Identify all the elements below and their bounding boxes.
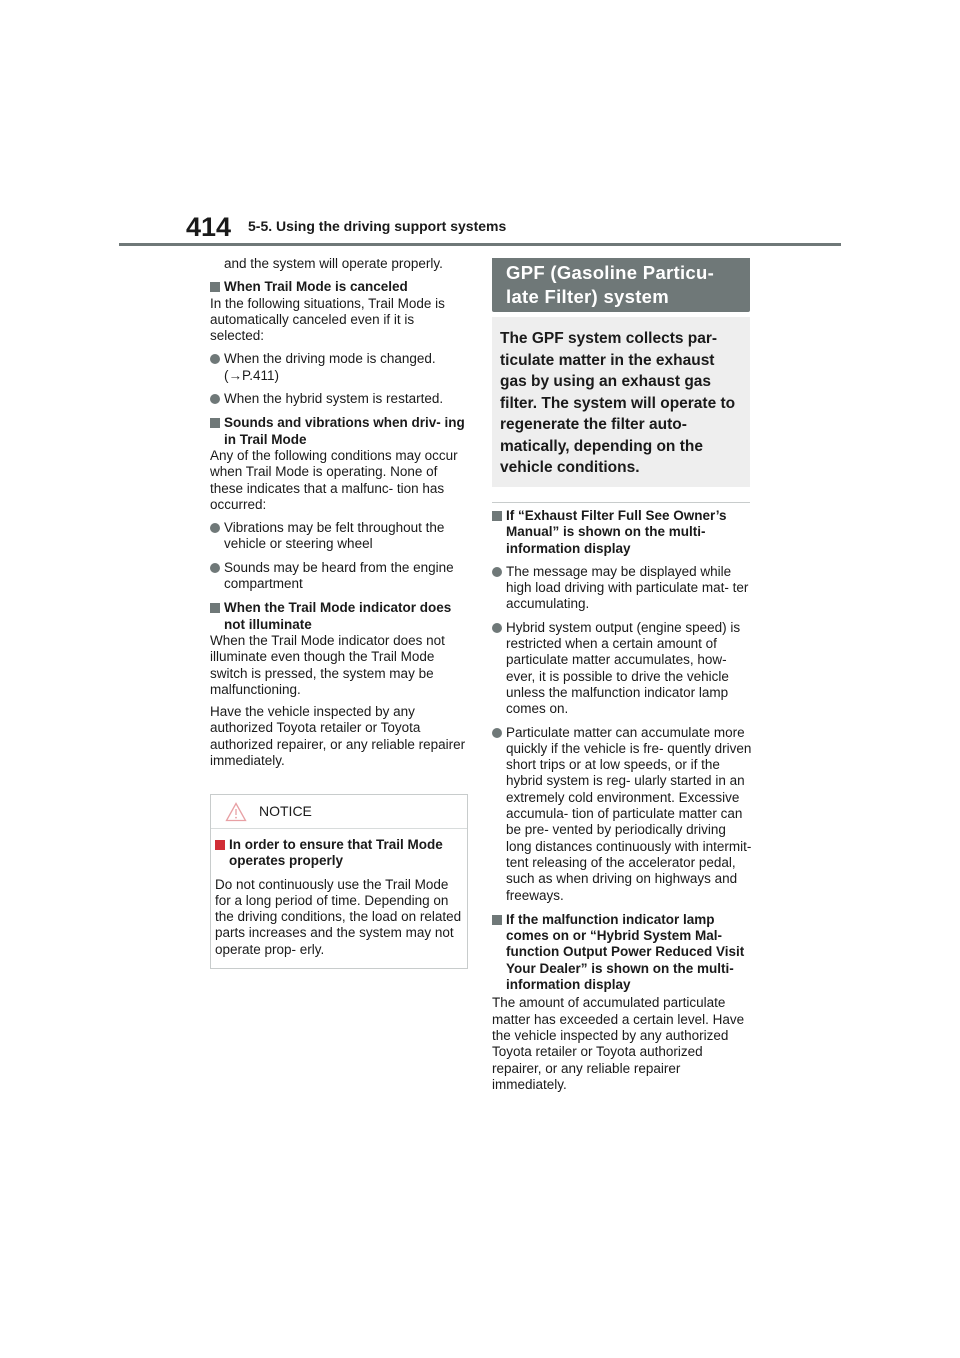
round-bullet-icon <box>210 523 220 533</box>
square-bullet-icon <box>215 840 225 850</box>
round-bullet-icon <box>210 354 220 364</box>
heading-text: When Trail Mode is canceled <box>224 279 408 295</box>
list-item <box>210 391 468 407</box>
list-item-text: Vibrations may be felt throughout the vehicle or steering wheel <box>224 520 445 552</box>
section-heading-sounds-vibrations <box>210 415 468 448</box>
round-bullet-icon <box>210 394 220 404</box>
right-column <box>492 508 752 1093</box>
notice-text: Do not continuously use the Trail Mode for a long period of time. Depending on the driving conditions, the load on related parts increases and the system may not operate prop- erly. <box>215 876 462 957</box>
list-item <box>492 725 752 904</box>
notice-header <box>211 795 467 829</box>
notice-label: NOTICE <box>259 803 312 819</box>
heading-text: If “Exhaust Filter Full See Owner’s Manual” is shown on the multi- information display <box>506 508 727 556</box>
left-column <box>210 256 468 769</box>
list-item-text: Sounds may be heard from the engine compartment <box>224 559 454 592</box>
page-number: 414 <box>186 212 232 242</box>
warning-triangle-icon <box>225 802 247 822</box>
heading-text: In order to ensure that Trail Mode operates properly <box>229 837 443 869</box>
square-bullet-icon <box>492 511 502 521</box>
list-item-text: When the hybrid system is restarted. <box>224 391 444 407</box>
notice-heading <box>215 837 463 870</box>
gpf-lead-box <box>492 317 750 487</box>
paragraph: Have the vehicle inspected by any authorized Toyota retailer or Toyota authorized repairer, or any reliable repairer immediately. <box>210 704 466 769</box>
list-item <box>492 564 752 613</box>
list-item <box>492 620 752 718</box>
heading-text: Sounds and vibrations when driv- ing in Trail Mode <box>224 415 465 447</box>
paragraph: The amount of accumulated particulate matter has exceeded a certain level. Have the vehicle inspected by any authorized Toyota retailer or Toyota authorized repairer, or any reliable repairer immediately. <box>492 995 745 1092</box>
list-item-text: Hybrid system output (engine speed) is restricted when a certain amount of particulate matter accumulates, how- ever, it is possible to drive the vehicle unless the malfunction indicator lamp comes on. <box>506 619 741 717</box>
section-title: 5-5. Using the driving support systems <box>248 218 507 234</box>
list-item <box>210 520 468 553</box>
gpf-title: GPF (Gasoline Particu- late Filter) system <box>506 262 715 307</box>
square-bullet-icon <box>210 282 220 292</box>
square-bullet-icon <box>210 603 220 613</box>
continuation-text: and the system will operate properly. <box>224 256 443 271</box>
section-heading-malfunction-lamp <box>492 912 752 993</box>
heading-text: If the malfunction indicator lamp comes on or “Hybrid System Mal- function Output Power Reduced Visit Your Dealer” is shown on the multi-information display <box>506 911 745 993</box>
heading-text: When the Trail Mode indicator does not illuminate <box>224 600 452 632</box>
section-heading-trail-canceled <box>210 279 468 295</box>
section-heading-indicator <box>210 600 468 633</box>
round-bullet-icon <box>492 623 502 633</box>
gpf-title-banner <box>492 258 750 312</box>
list-item-text: The message may be displayed while high load driving with particulate mat- ter accumulating. <box>506 563 749 612</box>
notice-box <box>210 794 468 969</box>
paragraph: When the Trail Mode indicator does not illuminate even though the Trail Mode switch is pressed, the system may be malfunctioning. <box>210 632 445 697</box>
list-item-text: Particulate matter can accumulate more quickly if the vehicle is fre- quently driven short trips or at low speeds, or if the hybrid system is reg- ularly started in an extremely cold environment. Excessive accumula- tion of particulate matter can be pre- vented by periodically driving long distances continuously with intermit- tent releasing of the accelerator pedal, such as when driving on highways and freeways. <box>506 724 752 903</box>
round-bullet-icon <box>492 567 502 577</box>
list-item <box>210 351 468 384</box>
section-divider <box>492 502 750 503</box>
square-bullet-icon <box>210 418 220 428</box>
list-item <box>210 560 468 593</box>
round-bullet-icon <box>492 728 502 738</box>
list-item-text: When the driving mode is changed. (→P.411) <box>224 351 436 383</box>
paragraph: In the following situations, Trail Mode is automatically canceled even if it is selected: <box>210 295 445 344</box>
paragraph: Any of the following conditions may occur when Trail Mode is operating. None of these indicates that a malfunc- tion has occurred: <box>210 447 458 512</box>
header-divider <box>119 243 841 246</box>
square-bullet-icon <box>492 915 502 925</box>
round-bullet-icon <box>210 563 220 573</box>
gpf-lead-text: The GPF system collects par- ticulate matter in the exhaust gas by using an exhaust gas filter. The system will operate to regenerate the filter auto- matically, depending on the vehicle conditions. <box>500 330 736 476</box>
notice-body <box>211 829 467 958</box>
section-heading-exhaust-filter <box>492 508 752 557</box>
